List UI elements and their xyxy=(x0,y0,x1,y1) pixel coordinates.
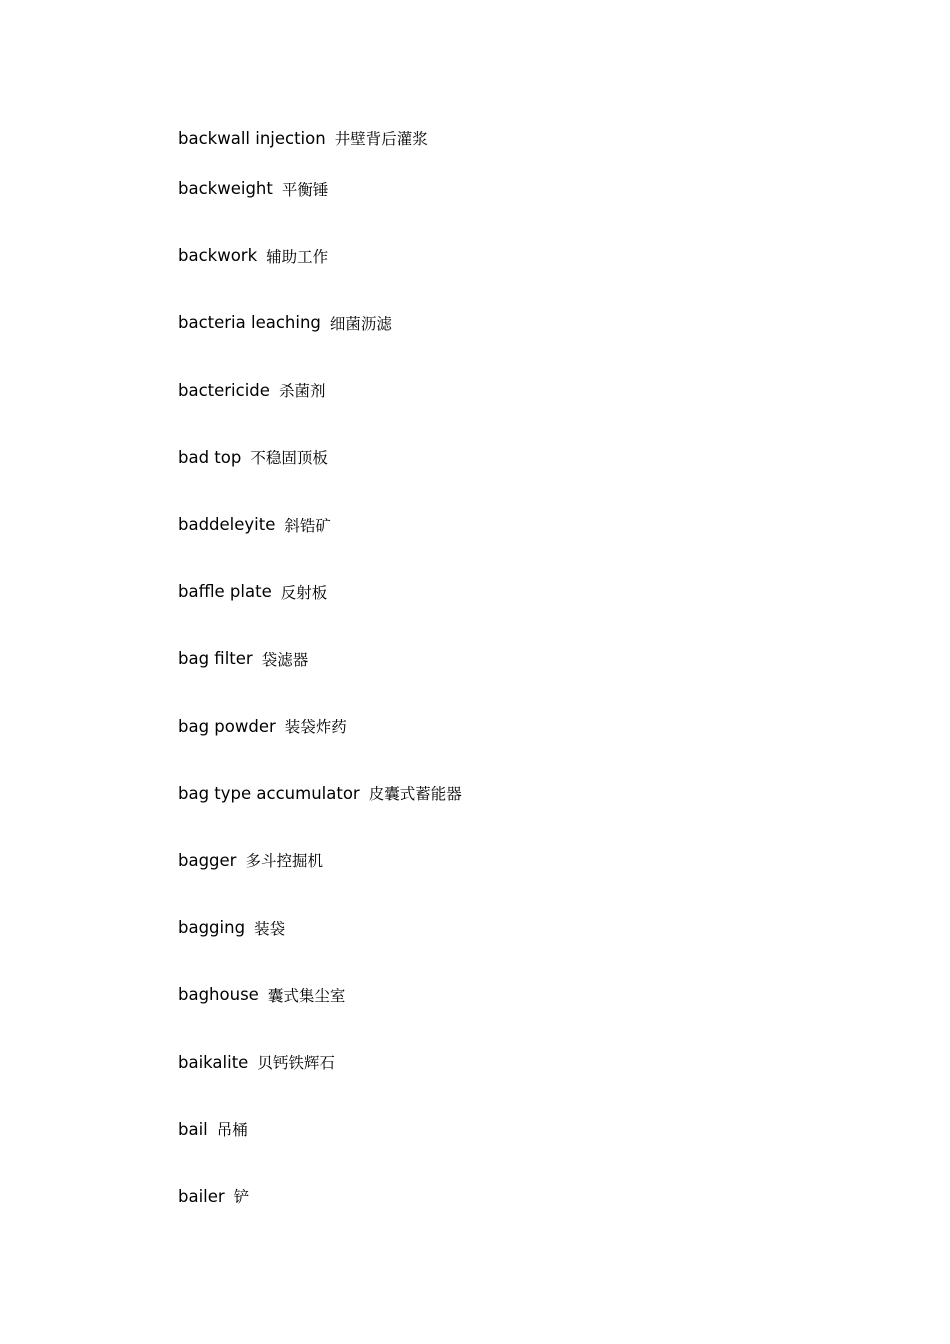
entry-term: backwall injection xyxy=(178,128,326,148)
glossary-entry xyxy=(178,693,878,760)
entry-translation: 不稳固顶板 xyxy=(250,449,328,468)
entry-translation: 细菌沥滤 xyxy=(329,314,392,333)
entry-term: bagging xyxy=(178,918,246,938)
entry-translation: 杀菌剂 xyxy=(278,382,326,401)
entry-translation: 袋滤器 xyxy=(261,650,309,669)
entry-term: baikalite xyxy=(178,1052,249,1072)
glossary-entry xyxy=(178,558,878,625)
glossary-entry xyxy=(178,1096,878,1163)
entry-translation: 井壁背后灌浆 xyxy=(334,130,428,148)
entry-term: baghouse xyxy=(178,985,259,1005)
entry-translation: 囊式集尘室 xyxy=(267,986,346,1005)
entry-translation: 平衡锤 xyxy=(281,180,329,199)
glossary-entry xyxy=(178,760,878,827)
entry-term: backwork xyxy=(178,246,258,266)
glossary-entry xyxy=(178,155,878,222)
entry-term: bacteria leaching xyxy=(178,313,321,333)
entry-term: bag filter xyxy=(178,649,253,669)
glossary-entry xyxy=(178,961,878,1028)
entry-term: bagger xyxy=(178,850,237,870)
glossary-entry xyxy=(178,827,878,894)
entry-translation: 贝钙铁辉石 xyxy=(257,1054,335,1073)
glossary-entry xyxy=(178,894,878,961)
entry-translation: 皮囊式蓄能器 xyxy=(368,785,462,804)
entry-term: bag powder xyxy=(178,716,276,736)
entry-term: baddeleyite xyxy=(178,515,276,535)
entry-translation: 装袋 xyxy=(254,919,286,938)
entry-translation: 铲 xyxy=(233,1188,250,1207)
entry-term: bad top xyxy=(178,447,242,467)
entry-term: baffle plate xyxy=(178,582,272,602)
glossary-entry xyxy=(178,625,878,692)
entry-translation: 反射板 xyxy=(280,583,328,602)
entry-term: bactericide xyxy=(178,380,270,400)
entry-translation: 装袋炸药 xyxy=(284,718,347,737)
glossary-entry xyxy=(178,121,878,155)
entry-term: bag type accumulator xyxy=(178,783,360,803)
entry-term: backweight xyxy=(178,179,273,199)
glossary-entry xyxy=(178,1028,878,1095)
entry-translation: 吊桶 xyxy=(216,1121,248,1140)
entry-term: bail xyxy=(178,1119,208,1139)
glossary-entry xyxy=(178,357,878,424)
glossary-entry xyxy=(178,491,878,558)
glossary-entry xyxy=(178,222,878,289)
glossary-entry xyxy=(178,424,878,491)
entry-translation: 多斗控掘机 xyxy=(245,852,323,871)
glossary-list xyxy=(178,121,878,1230)
glossary-entry xyxy=(178,289,878,356)
entry-translation: 斜锆矿 xyxy=(284,516,331,535)
entry-translation: 辅助工作 xyxy=(266,247,329,266)
glossary-entry xyxy=(178,1163,878,1230)
entry-term: bailer xyxy=(178,1186,225,1206)
